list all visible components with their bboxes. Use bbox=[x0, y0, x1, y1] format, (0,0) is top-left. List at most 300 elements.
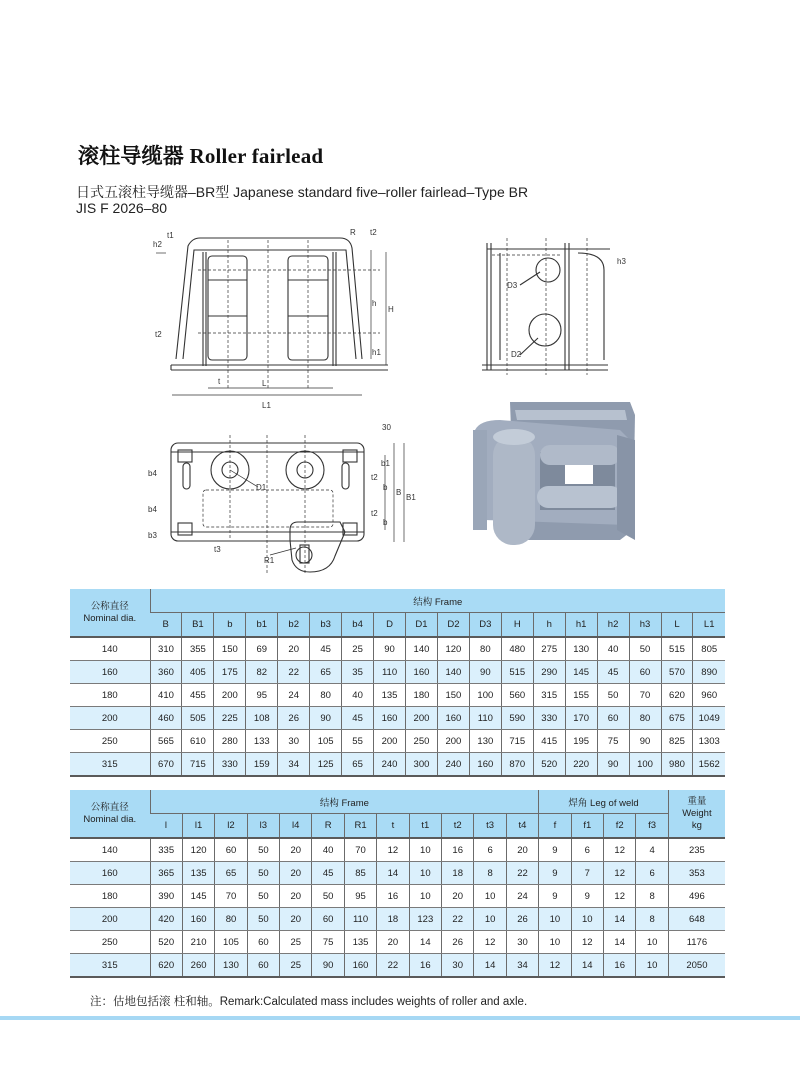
value-cell: 460 bbox=[150, 707, 182, 730]
value-cell: 410 bbox=[150, 684, 182, 707]
value-cell: 100 bbox=[469, 684, 501, 707]
value-cell: 45 bbox=[597, 661, 629, 684]
value-cell: 980 bbox=[661, 753, 693, 777]
value-cell: 35 bbox=[342, 661, 374, 684]
weight-header-unit: kg bbox=[691, 819, 702, 831]
column-header-f3: f3 bbox=[636, 814, 668, 839]
value-cell: 360 bbox=[150, 661, 182, 684]
table-row bbox=[70, 637, 725, 661]
frame-weld-weight-table bbox=[70, 790, 725, 978]
value-cell: 20 bbox=[278, 637, 310, 661]
plan-view-drawing bbox=[171, 443, 364, 572]
value-cell: 20 bbox=[506, 838, 538, 862]
value-cell: 570 bbox=[661, 661, 693, 684]
value-cell: 12 bbox=[604, 885, 636, 908]
weight-cell: 1176 bbox=[668, 931, 725, 954]
value-cell: 140 bbox=[437, 661, 469, 684]
nominal-dia-header-en: Nominal dia. bbox=[83, 813, 137, 825]
standard-code: JIS F 2026–80 bbox=[76, 200, 168, 216]
value-cell: 50 bbox=[597, 684, 629, 707]
value-cell: 250 bbox=[406, 730, 438, 753]
column-header-L: L bbox=[661, 613, 693, 638]
value-cell: 335 bbox=[150, 838, 182, 862]
value-cell: 22 bbox=[278, 661, 310, 684]
dim-label-H: H bbox=[388, 305, 394, 314]
column-header-H: H bbox=[501, 613, 533, 638]
value-cell: 16 bbox=[377, 885, 409, 908]
value-cell: 4 bbox=[636, 838, 668, 862]
dim-label-30: 30 bbox=[382, 423, 391, 432]
column-header-t3: t3 bbox=[474, 814, 506, 839]
value-cell: 40 bbox=[312, 838, 344, 862]
value-cell: 120 bbox=[437, 637, 469, 661]
weight-cell: 496 bbox=[668, 885, 725, 908]
dim-label-b4-bottom: b4 bbox=[148, 505, 157, 514]
column-header-R1: R1 bbox=[344, 814, 376, 839]
value-cell: 40 bbox=[342, 684, 374, 707]
value-cell: 110 bbox=[344, 908, 376, 931]
value-cell: 50 bbox=[247, 862, 279, 885]
value-cell: 108 bbox=[246, 707, 278, 730]
column-header-h3: h3 bbox=[629, 613, 661, 638]
value-cell: 8 bbox=[636, 885, 668, 908]
value-cell: 130 bbox=[215, 954, 247, 978]
value-cell: 10 bbox=[409, 838, 441, 862]
value-cell: 175 bbox=[214, 661, 246, 684]
weight-header-cn: 重量 bbox=[687, 795, 707, 807]
value-cell: 715 bbox=[182, 753, 214, 777]
value-cell: 260 bbox=[182, 954, 214, 978]
value-cell: 80 bbox=[310, 684, 342, 707]
value-cell: 275 bbox=[533, 637, 565, 661]
table-row bbox=[70, 684, 725, 707]
value-cell: 150 bbox=[437, 684, 469, 707]
dim-label-D2: D2 bbox=[511, 350, 522, 359]
value-cell: 20 bbox=[442, 885, 474, 908]
value-cell: 12 bbox=[539, 954, 571, 978]
nominal-dia-cell: 140 bbox=[70, 838, 150, 862]
value-cell: 30 bbox=[506, 931, 538, 954]
value-cell: 160 bbox=[406, 661, 438, 684]
value-cell: 160 bbox=[374, 707, 406, 730]
weight-cell: 2050 bbox=[668, 954, 725, 978]
nominal-dia-cell: 160 bbox=[70, 862, 150, 885]
dim-label-b: b bbox=[383, 483, 388, 492]
dim-label-t: t bbox=[218, 377, 221, 386]
value-cell: 90 bbox=[597, 753, 629, 777]
value-cell: 135 bbox=[182, 862, 214, 885]
value-cell: 300 bbox=[406, 753, 438, 777]
value-cell: 565 bbox=[150, 730, 182, 753]
value-cell: 50 bbox=[247, 838, 279, 862]
value-cell: 20 bbox=[377, 931, 409, 954]
value-cell: 40 bbox=[597, 637, 629, 661]
value-cell: 390 bbox=[150, 885, 182, 908]
nominal-dia-cell: 140 bbox=[70, 637, 150, 661]
value-cell: 18 bbox=[377, 908, 409, 931]
value-cell: 520 bbox=[150, 931, 182, 954]
value-cell: 135 bbox=[344, 931, 376, 954]
value-cell: 90 bbox=[312, 954, 344, 978]
value-cell: 160 bbox=[469, 753, 501, 777]
value-cell: 9 bbox=[539, 838, 571, 862]
column-header-f: f bbox=[539, 814, 571, 839]
column-header-t4: t4 bbox=[506, 814, 538, 839]
column-header-B: B bbox=[150, 613, 182, 638]
value-cell: 10 bbox=[539, 908, 571, 931]
value-cell: 6 bbox=[636, 862, 668, 885]
column-header-b2: b2 bbox=[278, 613, 310, 638]
value-cell: 135 bbox=[374, 684, 406, 707]
value-cell: 210 bbox=[182, 931, 214, 954]
column-header-b3: b3 bbox=[310, 613, 342, 638]
value-cell: 290 bbox=[533, 661, 565, 684]
column-header-R: R bbox=[312, 814, 344, 839]
dim-label-L: L bbox=[262, 379, 267, 388]
nominal-dia-cell: 180 bbox=[70, 885, 150, 908]
dim-label-t3: t3 bbox=[214, 545, 221, 554]
value-cell: 16 bbox=[604, 954, 636, 978]
column-header-h1: h1 bbox=[565, 613, 597, 638]
value-cell: 330 bbox=[533, 707, 565, 730]
column-header-t: t bbox=[377, 814, 409, 839]
dim-label-t2-plan-2: t2 bbox=[371, 509, 378, 518]
value-cell: 1303 bbox=[693, 730, 725, 753]
value-cell: 10 bbox=[636, 954, 668, 978]
dim-label-b-2: b bbox=[383, 518, 388, 527]
column-header-b1: b1 bbox=[246, 613, 278, 638]
value-cell: 9 bbox=[539, 862, 571, 885]
value-cell: 25 bbox=[342, 637, 374, 661]
table-row bbox=[70, 753, 725, 777]
table-row bbox=[70, 908, 725, 931]
remark-note: 注：估地包括滚 柱和轴。Remark:Calculated mass includes weights of roller and axle. bbox=[90, 996, 528, 1008]
value-cell: 10 bbox=[409, 885, 441, 908]
value-cell: 50 bbox=[247, 885, 279, 908]
value-cell: 20 bbox=[280, 838, 312, 862]
value-cell: 130 bbox=[565, 637, 597, 661]
value-cell: 620 bbox=[661, 684, 693, 707]
dim-label-t1: t1 bbox=[167, 231, 174, 240]
value-cell: 159 bbox=[246, 753, 278, 777]
value-cell: 355 bbox=[182, 637, 214, 661]
value-cell: 123 bbox=[409, 908, 441, 931]
value-cell: 675 bbox=[661, 707, 693, 730]
table-row bbox=[70, 885, 725, 908]
value-cell: 80 bbox=[215, 908, 247, 931]
value-cell: 10 bbox=[636, 931, 668, 954]
weight-cell: 648 bbox=[668, 908, 725, 931]
value-cell: 34 bbox=[278, 753, 310, 777]
weight-cell: 235 bbox=[668, 838, 725, 862]
value-cell: 24 bbox=[278, 684, 310, 707]
dim-label-R1: R1 bbox=[264, 556, 275, 565]
value-cell: 85 bbox=[344, 862, 376, 885]
value-cell: 505 bbox=[182, 707, 214, 730]
frame-group-header: 结构 Frame bbox=[150, 790, 539, 814]
value-cell: 310 bbox=[150, 637, 182, 661]
value-cell: 220 bbox=[565, 753, 597, 777]
value-cell: 90 bbox=[629, 730, 661, 753]
frame-group-header: 结构 Frame bbox=[150, 589, 725, 613]
value-cell: 65 bbox=[215, 862, 247, 885]
value-cell: 420 bbox=[150, 908, 182, 931]
value-cell: 610 bbox=[182, 730, 214, 753]
value-cell: 960 bbox=[693, 684, 725, 707]
bottom-divider-bar bbox=[0, 1016, 800, 1020]
subtitle-line-1: 日式五滚柱导缆器–BR型 Japanese standard five–roller fairlead–Type BR bbox=[76, 184, 529, 200]
dim-label-t2-front: t2 bbox=[155, 330, 162, 339]
value-cell: 20 bbox=[280, 908, 312, 931]
nominal-dia-header bbox=[70, 589, 150, 637]
value-cell: 6 bbox=[571, 838, 603, 862]
value-cell: 25 bbox=[280, 954, 312, 978]
value-cell: 155 bbox=[565, 684, 597, 707]
value-cell: 105 bbox=[310, 730, 342, 753]
column-header-h2: h2 bbox=[597, 613, 629, 638]
weight-header-en: Weight bbox=[682, 807, 712, 819]
value-cell: 145 bbox=[565, 661, 597, 684]
dim-label-B: B bbox=[396, 488, 402, 497]
value-cell: 69 bbox=[246, 637, 278, 661]
value-cell: 515 bbox=[501, 661, 533, 684]
column-header-h: h bbox=[533, 613, 565, 638]
nominal-dia-header-en: Nominal dia. bbox=[83, 612, 137, 624]
weight-cell: 353 bbox=[668, 862, 725, 885]
nominal-dia-cell: 180 bbox=[70, 684, 150, 707]
value-cell: 9 bbox=[571, 885, 603, 908]
value-cell: 90 bbox=[374, 637, 406, 661]
nominal-dia-cell: 250 bbox=[70, 730, 150, 753]
nominal-dia-cell: 200 bbox=[70, 707, 150, 730]
value-cell: 10 bbox=[539, 931, 571, 954]
value-cell: 100 bbox=[629, 753, 661, 777]
roller-fairlead-photo bbox=[473, 402, 635, 545]
dim-label-h2: h2 bbox=[153, 240, 162, 249]
weight-header bbox=[668, 790, 725, 838]
nominal-dia-cell: 250 bbox=[70, 931, 150, 954]
value-cell: 805 bbox=[693, 637, 725, 661]
value-cell: 60 bbox=[312, 908, 344, 931]
value-cell: 18 bbox=[442, 862, 474, 885]
value-cell: 14 bbox=[409, 931, 441, 954]
nominal-dia-header bbox=[70, 790, 150, 838]
table-row bbox=[70, 862, 725, 885]
value-cell: 130 bbox=[469, 730, 501, 753]
value-cell: 16 bbox=[409, 954, 441, 978]
value-cell: 12 bbox=[474, 931, 506, 954]
subtitle bbox=[76, 184, 528, 216]
dim-label-t2-top: t2 bbox=[370, 228, 377, 237]
value-cell: 715 bbox=[501, 730, 533, 753]
dim-label-R: R bbox=[350, 228, 356, 237]
value-cell: 45 bbox=[342, 707, 374, 730]
dim-label-B1: B1 bbox=[406, 493, 416, 502]
value-cell: 60 bbox=[247, 931, 279, 954]
frame-dimensions-table bbox=[70, 589, 725, 777]
value-cell: 20 bbox=[280, 862, 312, 885]
value-cell: 22 bbox=[506, 862, 538, 885]
dim-label-h: h bbox=[372, 299, 377, 308]
value-cell: 365 bbox=[150, 862, 182, 885]
table-row bbox=[70, 707, 725, 730]
value-cell: 26 bbox=[506, 908, 538, 931]
dim-label-b4-top: b4 bbox=[148, 469, 157, 478]
column-header-l3: l3 bbox=[247, 814, 279, 839]
value-cell: 105 bbox=[215, 931, 247, 954]
value-cell: 7 bbox=[571, 862, 603, 885]
column-header-t2: t2 bbox=[442, 814, 474, 839]
value-cell: 24 bbox=[506, 885, 538, 908]
column-header-l1: l1 bbox=[182, 814, 214, 839]
value-cell: 14 bbox=[377, 862, 409, 885]
value-cell: 14 bbox=[474, 954, 506, 978]
value-cell: 25 bbox=[280, 931, 312, 954]
value-cell: 125 bbox=[310, 753, 342, 777]
dim-label-D1: D1 bbox=[256, 483, 267, 492]
value-cell: 75 bbox=[597, 730, 629, 753]
value-cell: 160 bbox=[437, 707, 469, 730]
table-row bbox=[70, 730, 725, 753]
table-row bbox=[70, 931, 725, 954]
value-cell: 50 bbox=[247, 908, 279, 931]
dim-label-h3: h3 bbox=[617, 257, 626, 266]
value-cell: 22 bbox=[442, 908, 474, 931]
value-cell: 50 bbox=[312, 885, 344, 908]
column-header-D1: D1 bbox=[406, 613, 438, 638]
value-cell: 240 bbox=[374, 753, 406, 777]
value-cell: 1562 bbox=[693, 753, 725, 777]
table-row bbox=[70, 954, 725, 978]
value-cell: 670 bbox=[150, 753, 182, 777]
dim-label-h1: h1 bbox=[372, 348, 381, 357]
value-cell: 90 bbox=[469, 661, 501, 684]
value-cell: 620 bbox=[150, 954, 182, 978]
value-cell: 1049 bbox=[693, 707, 725, 730]
nominal-dia-cell: 315 bbox=[70, 954, 150, 978]
value-cell: 95 bbox=[344, 885, 376, 908]
value-cell: 60 bbox=[215, 838, 247, 862]
value-cell: 200 bbox=[406, 707, 438, 730]
value-cell: 133 bbox=[246, 730, 278, 753]
nominal-dia-cell: 160 bbox=[70, 661, 150, 684]
dim-label-b3: b3 bbox=[148, 531, 157, 540]
table-row bbox=[70, 838, 725, 862]
value-cell: 9 bbox=[539, 885, 571, 908]
value-cell: 520 bbox=[533, 753, 565, 777]
value-cell: 180 bbox=[406, 684, 438, 707]
value-cell: 160 bbox=[344, 954, 376, 978]
value-cell: 330 bbox=[214, 753, 246, 777]
value-cell: 455 bbox=[182, 684, 214, 707]
value-cell: 60 bbox=[629, 661, 661, 684]
value-cell: 60 bbox=[597, 707, 629, 730]
value-cell: 80 bbox=[469, 637, 501, 661]
column-header-l2: l2 bbox=[215, 814, 247, 839]
value-cell: 405 bbox=[182, 661, 214, 684]
nominal-dia-header-cn: 公称直径 bbox=[90, 600, 129, 612]
value-cell: 140 bbox=[406, 637, 438, 661]
value-cell: 34 bbox=[506, 954, 538, 978]
dim-label-t2-plan: t2 bbox=[371, 473, 378, 482]
value-cell: 515 bbox=[661, 637, 693, 661]
column-header-B1: B1 bbox=[182, 613, 214, 638]
value-cell: 26 bbox=[278, 707, 310, 730]
value-cell: 90 bbox=[310, 707, 342, 730]
column-header-L1: L1 bbox=[693, 613, 725, 638]
value-cell: 70 bbox=[344, 838, 376, 862]
value-cell: 65 bbox=[310, 661, 342, 684]
nominal-dia-cell: 200 bbox=[70, 908, 150, 931]
value-cell: 14 bbox=[604, 908, 636, 931]
value-cell: 55 bbox=[342, 730, 374, 753]
value-cell: 870 bbox=[501, 753, 533, 777]
product-photo bbox=[455, 390, 655, 560]
value-cell: 14 bbox=[604, 931, 636, 954]
value-cell: 315 bbox=[533, 684, 565, 707]
value-cell: 160 bbox=[182, 908, 214, 931]
value-cell: 60 bbox=[247, 954, 279, 978]
value-cell: 200 bbox=[437, 730, 469, 753]
value-cell: 110 bbox=[374, 661, 406, 684]
value-cell: 14 bbox=[571, 954, 603, 978]
value-cell: 12 bbox=[604, 838, 636, 862]
nominal-dia-header-cn: 公称直径 bbox=[90, 801, 129, 813]
value-cell: 480 bbox=[501, 637, 533, 661]
nominal-dia-cell: 315 bbox=[70, 753, 150, 777]
column-header-b: b bbox=[214, 613, 246, 638]
value-cell: 10 bbox=[571, 908, 603, 931]
value-cell: 30 bbox=[442, 954, 474, 978]
value-cell: 145 bbox=[182, 885, 214, 908]
value-cell: 45 bbox=[310, 637, 342, 661]
value-cell: 75 bbox=[312, 931, 344, 954]
weld-group-header: 焊角 Leg of weld bbox=[539, 790, 669, 814]
page-title: 滚柱导缆器 Roller fairlead bbox=[78, 144, 324, 168]
value-cell: 12 bbox=[377, 838, 409, 862]
value-cell: 415 bbox=[533, 730, 565, 753]
value-cell: 70 bbox=[629, 684, 661, 707]
column-header-D2: D2 bbox=[437, 613, 469, 638]
column-header-l: l bbox=[150, 814, 182, 839]
side-view-drawing bbox=[482, 243, 610, 370]
value-cell: 560 bbox=[501, 684, 533, 707]
value-cell: 95 bbox=[246, 684, 278, 707]
dim-label-L1: L1 bbox=[262, 401, 271, 410]
value-cell: 82 bbox=[246, 661, 278, 684]
column-header-t1: t1 bbox=[409, 814, 441, 839]
column-header-D: D bbox=[374, 613, 406, 638]
value-cell: 16 bbox=[442, 838, 474, 862]
value-cell: 45 bbox=[312, 862, 344, 885]
dim-label-b1: b1 bbox=[381, 459, 390, 468]
value-cell: 20 bbox=[280, 885, 312, 908]
column-header-l4: l4 bbox=[280, 814, 312, 839]
value-cell: 120 bbox=[182, 838, 214, 862]
column-header-f1: f1 bbox=[571, 814, 603, 839]
value-cell: 70 bbox=[215, 885, 247, 908]
value-cell: 825 bbox=[661, 730, 693, 753]
value-cell: 240 bbox=[437, 753, 469, 777]
value-cell: 6 bbox=[474, 838, 506, 862]
value-cell: 195 bbox=[565, 730, 597, 753]
value-cell: 890 bbox=[693, 661, 725, 684]
front-view-drawing bbox=[171, 238, 388, 370]
value-cell: 170 bbox=[565, 707, 597, 730]
table-row bbox=[70, 661, 725, 684]
value-cell: 280 bbox=[214, 730, 246, 753]
column-header-b4: b4 bbox=[342, 613, 374, 638]
